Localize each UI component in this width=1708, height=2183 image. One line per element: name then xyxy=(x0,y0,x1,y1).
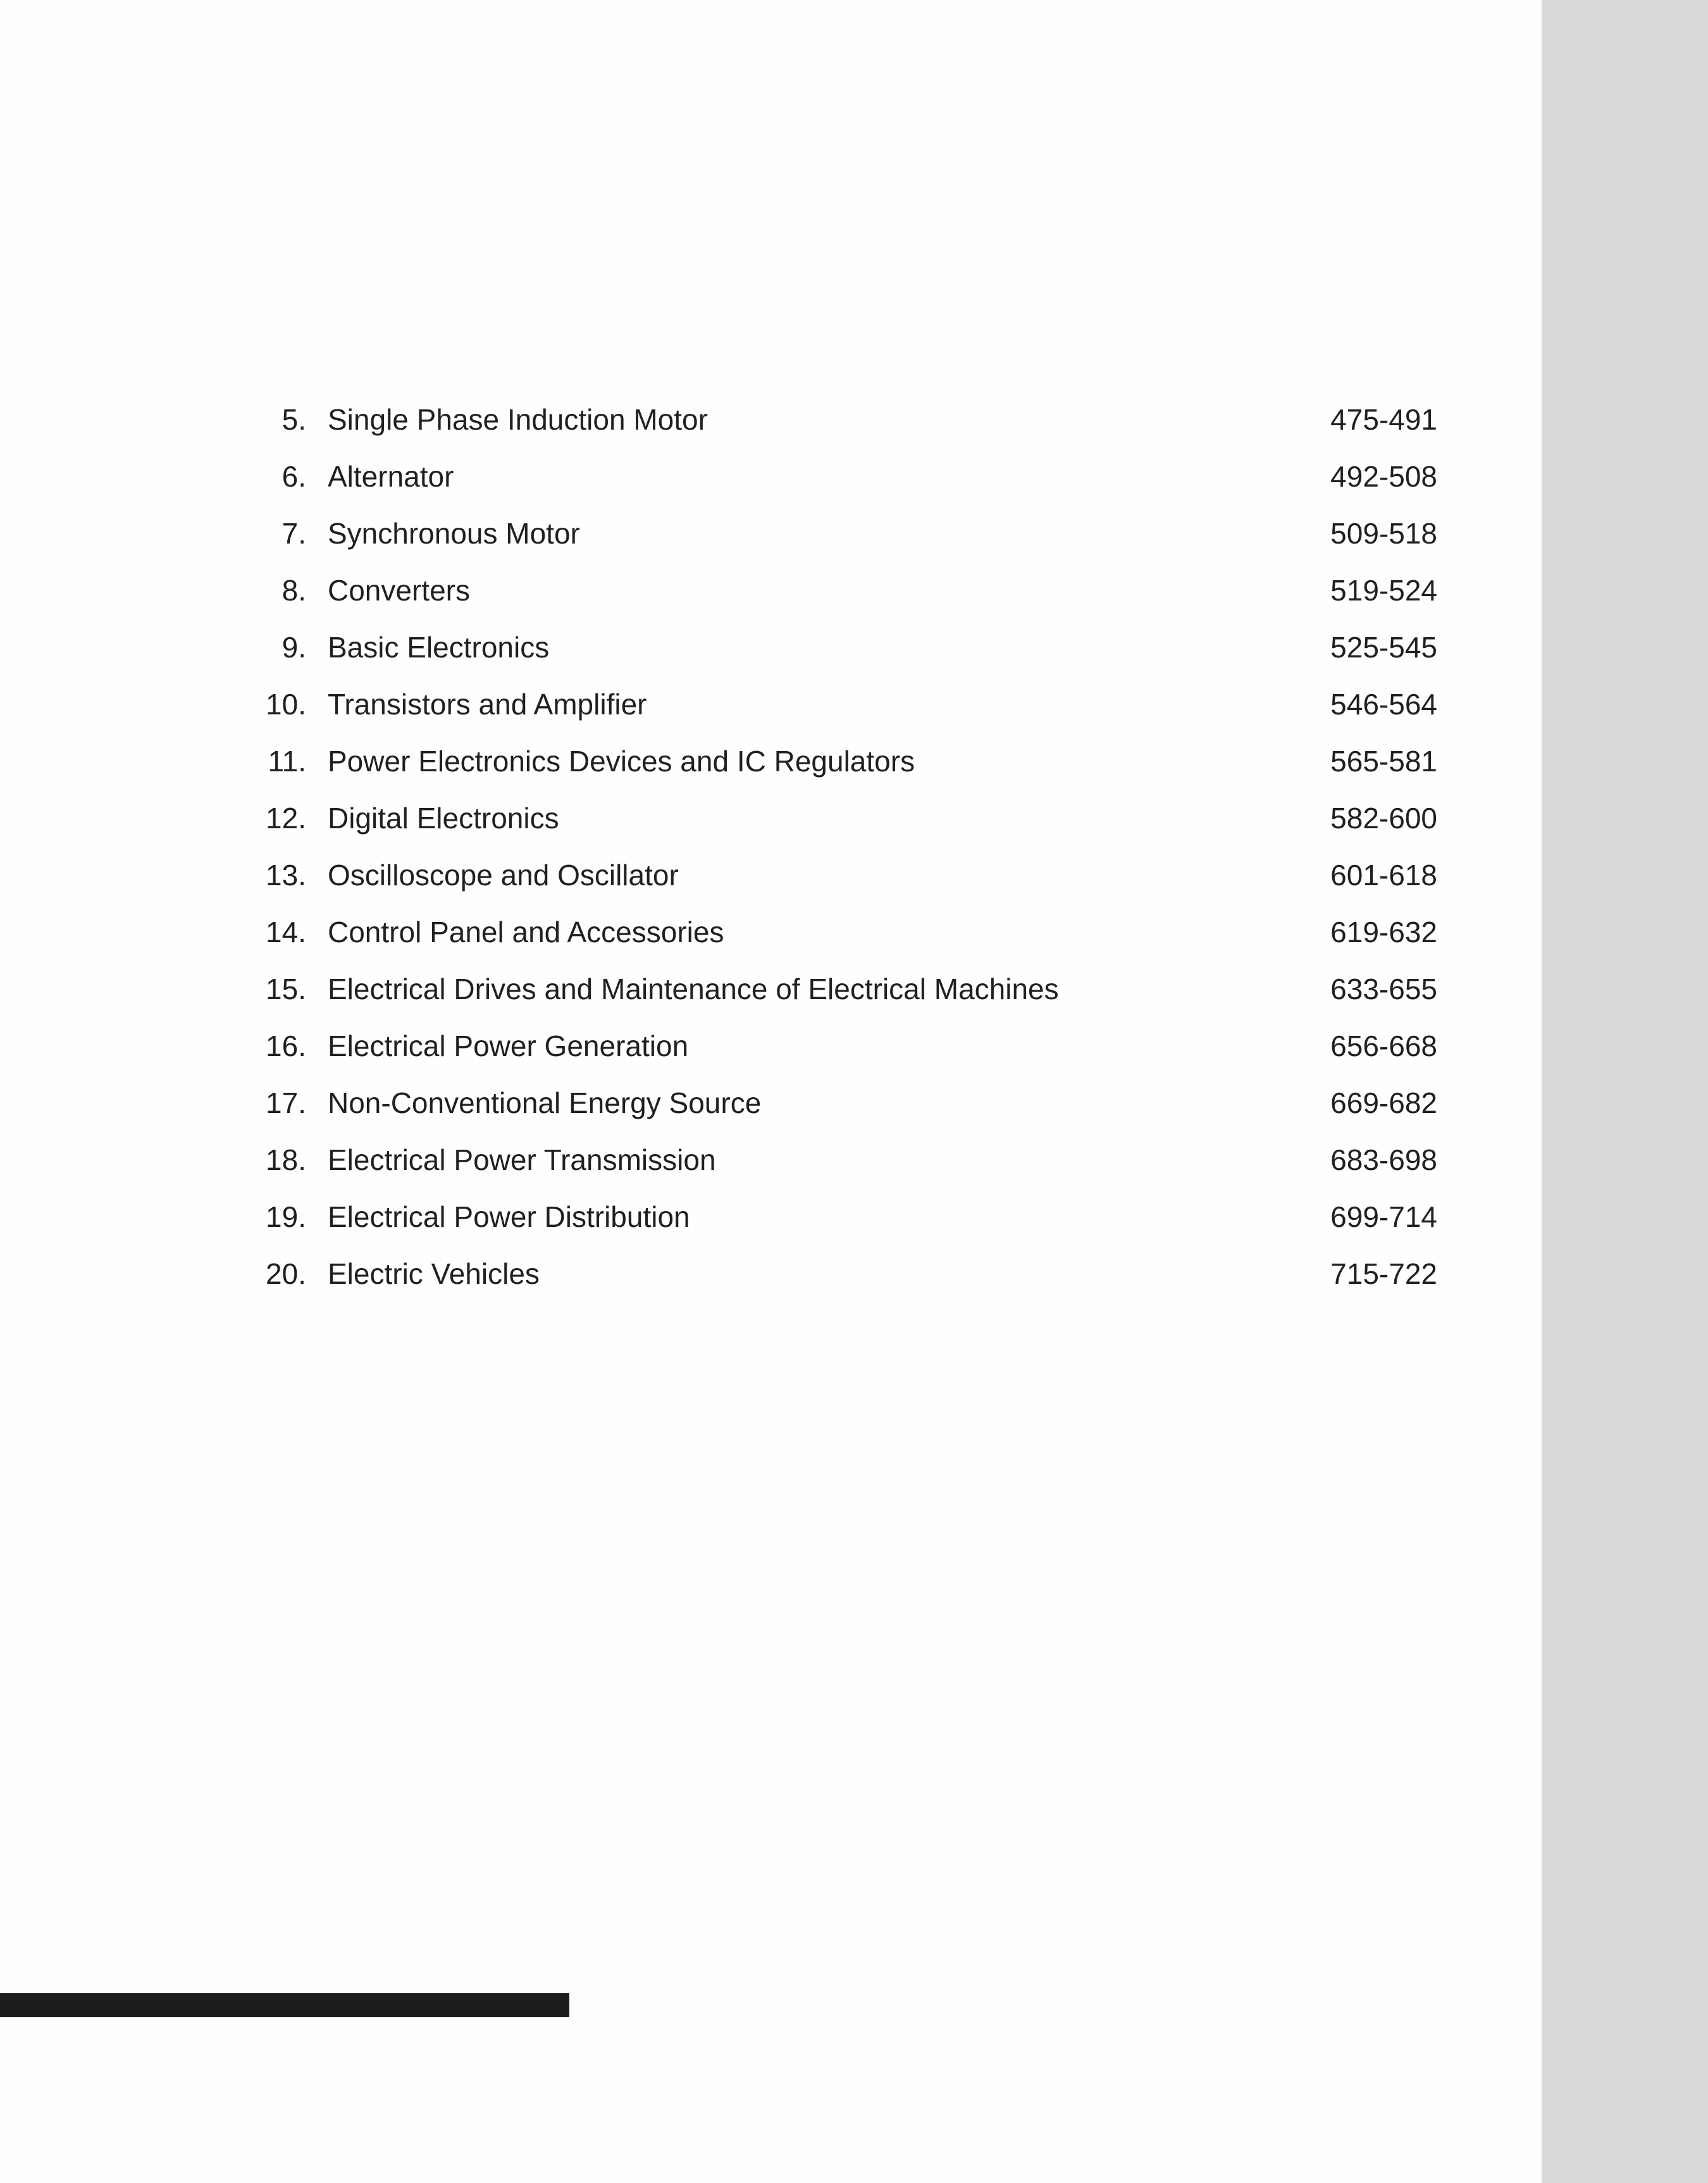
table-of-contents xyxy=(0,391,1542,1302)
toc-entry[interactable] xyxy=(0,1017,1542,1074)
toc-entry[interactable] xyxy=(0,1188,1542,1245)
toc-entry[interactable] xyxy=(0,1074,1542,1131)
toc-entry-pages: 656-668 xyxy=(1330,1029,1437,1062)
toc-entry[interactable] xyxy=(0,790,1542,847)
toc-entry[interactable] xyxy=(0,448,1542,505)
toc-entry[interactable] xyxy=(0,619,1542,676)
toc-entry[interactable] xyxy=(0,1245,1542,1302)
toc-entry-number: 13. xyxy=(266,859,306,892)
toc-entry-pages: 601-618 xyxy=(1330,859,1437,892)
toc-entry-title: Electrical Drives and Maintenance of Electrical Machines xyxy=(328,973,1059,1005)
toc-entry[interactable] xyxy=(0,676,1542,733)
toc-entry-number: 18. xyxy=(266,1143,306,1176)
toc-entry[interactable] xyxy=(0,505,1542,562)
toc-entry-title: Synchronous Motor xyxy=(328,517,580,550)
toc-entry[interactable] xyxy=(0,1131,1542,1188)
toc-entry-title: Basic Electronics xyxy=(328,631,550,664)
toc-entry-number: 10. xyxy=(266,688,306,721)
toc-entry-title: Electric Vehicles xyxy=(328,1257,540,1290)
toc-entry-pages: 715-722 xyxy=(1330,1257,1437,1290)
toc-entry[interactable] xyxy=(0,961,1542,1017)
toc-entry-number: 8. xyxy=(282,574,306,607)
toc-entry-number: 11. xyxy=(268,745,306,778)
toc-entry-pages: 565-581 xyxy=(1330,745,1437,778)
toc-entry-number: 15. xyxy=(266,973,306,1005)
toc-entry-pages: 699-714 xyxy=(1330,1200,1437,1233)
toc-entry-number: 14. xyxy=(266,916,306,948)
toc-entry[interactable] xyxy=(0,391,1542,448)
toc-entry-number: 20. xyxy=(266,1257,306,1290)
toc-entry-title: Alternator xyxy=(328,460,454,493)
toc-entry-number: 12. xyxy=(266,802,306,835)
toc-entry[interactable] xyxy=(0,847,1542,904)
toc-entry-number: 19. xyxy=(266,1200,306,1233)
toc-entry-pages: 669-682 xyxy=(1330,1086,1437,1119)
toc-entry-title: Non-Conventional Energy Source xyxy=(328,1086,762,1119)
toc-entry-pages: 546-564 xyxy=(1330,688,1437,721)
toc-entry-number: 16. xyxy=(266,1029,306,1062)
toc-entry-pages: 509-518 xyxy=(1330,517,1437,550)
toc-entry-title: Converters xyxy=(328,574,470,607)
toc-entry-title: Control Panel and Accessories xyxy=(328,916,724,948)
toc-entry-pages: 475-491 xyxy=(1330,403,1437,436)
toc-entry-number: 5. xyxy=(282,403,306,436)
toc-entry-title: Electrical Power Generation xyxy=(328,1029,689,1062)
toc-entry-title: Power Electronics Devices and IC Regulators xyxy=(328,745,915,778)
toc-entry-title: Digital Electronics xyxy=(328,802,559,835)
toc-entry-number: 7. xyxy=(282,517,306,550)
toc-entry-number: 9. xyxy=(282,631,306,664)
toc-entry-number: 6. xyxy=(282,460,306,493)
toc-entry-pages: 492-508 xyxy=(1330,460,1437,493)
toc-entry-pages: 683-698 xyxy=(1330,1143,1437,1176)
page-edge-strip xyxy=(1542,0,1708,2183)
toc-entry-pages: 525-545 xyxy=(1330,631,1437,664)
toc-entry-number: 17. xyxy=(266,1086,306,1119)
toc-entry-title: Electrical Power Distribution xyxy=(328,1200,690,1233)
toc-entry-pages: 519-524 xyxy=(1330,574,1437,607)
toc-entry-pages: 619-632 xyxy=(1330,916,1437,948)
toc-entry[interactable] xyxy=(0,733,1542,790)
toc-entry-title: Electrical Power Transmission xyxy=(328,1143,716,1176)
toc-entry[interactable] xyxy=(0,904,1542,961)
toc-entry-title: Transistors and Amplifier xyxy=(328,688,647,721)
toc-entry-title: Single Phase Induction Motor xyxy=(328,403,708,436)
footer-rule xyxy=(0,1993,569,2017)
toc-entry[interactable] xyxy=(0,562,1542,619)
toc-entry-pages: 633-655 xyxy=(1330,973,1437,1005)
toc-entry-pages: 582-600 xyxy=(1330,802,1437,835)
toc-entry-title: Oscilloscope and Oscillator xyxy=(328,859,679,892)
